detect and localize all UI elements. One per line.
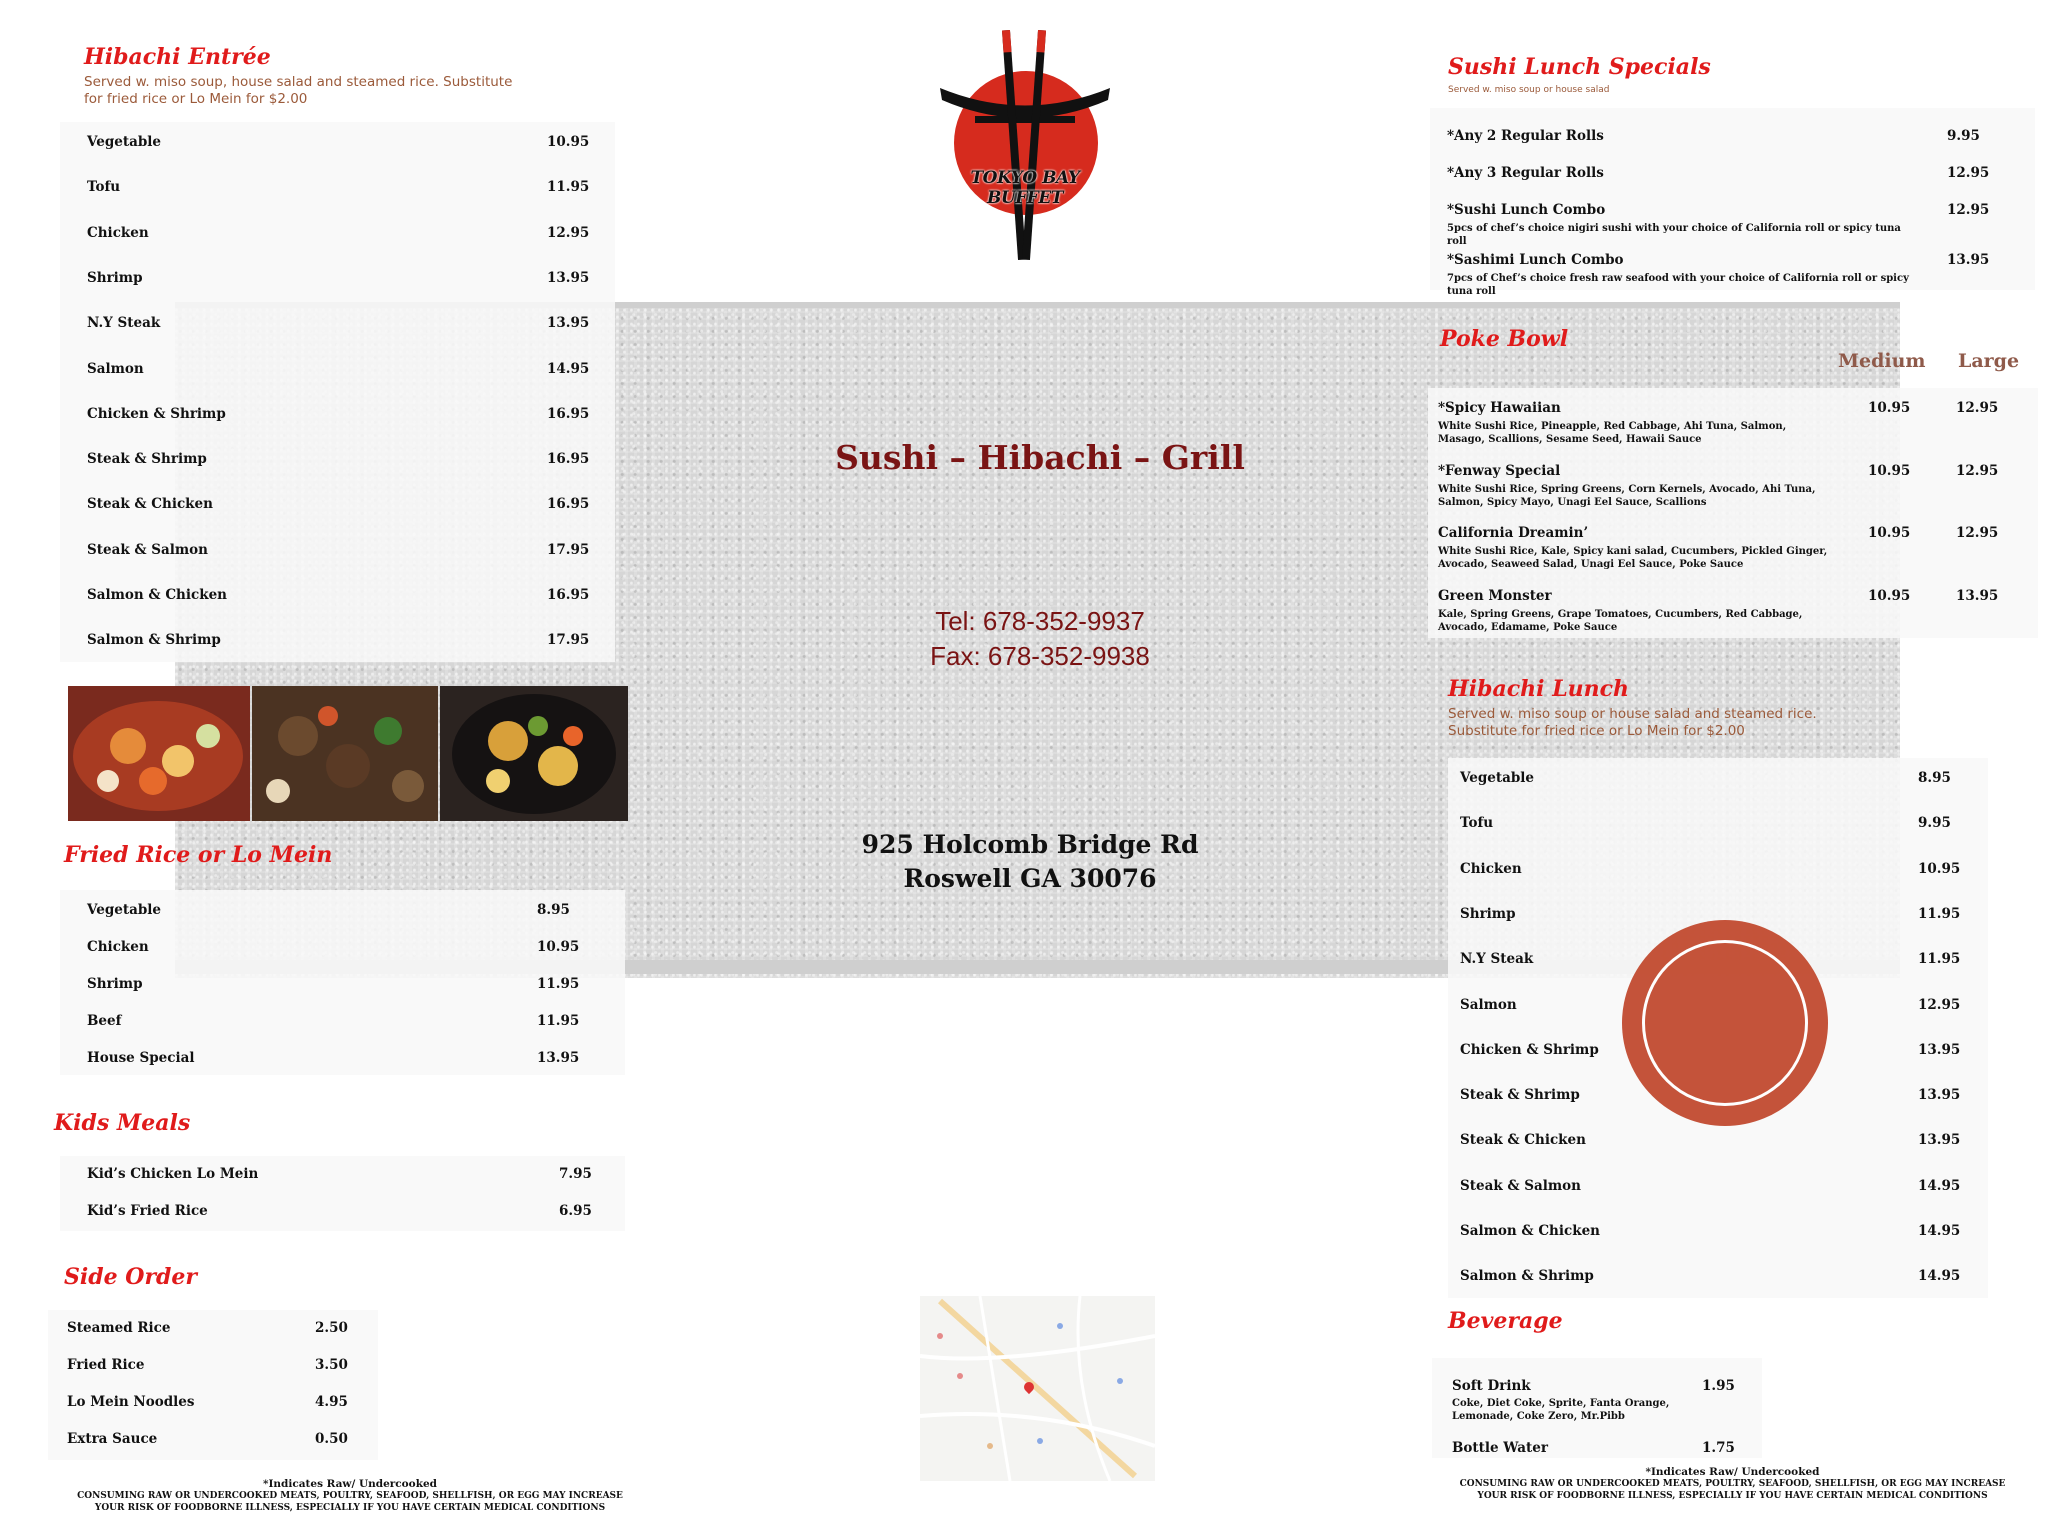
tagline: Sushi – Hibachi – Grill bbox=[835, 438, 1245, 477]
menu-item-row bbox=[87, 496, 607, 516]
menu-item-description: White Sushi Rice, Pineapple, Red Cabbage, Ahi Tuna, Salmon, Masago, Scallions, Sesame Seed, Hawaii Sauce bbox=[1438, 421, 1787, 445]
menu-item-row bbox=[87, 361, 607, 381]
menu-item-price: 13.95 bbox=[547, 315, 590, 332]
menu-item-description: White Sushi Rice, Kale, Spicy kani salad, Cucumbers, Pickled Ginger, Avocado, Seaweed Salad, Unagi Eel Sauce, Poke Sauce bbox=[1438, 546, 1828, 570]
decorative-stamp-icon bbox=[1622, 920, 1828, 1126]
menu-item-price: 12.95 bbox=[1918, 996, 1961, 1013]
kids-meals-heading bbox=[54, 1110, 190, 1136]
menu-item-price: 3.50 bbox=[315, 1357, 348, 1373]
fax-number: Fax: 678-352-9938 bbox=[930, 641, 1150, 671]
menu-item-name: Steak & Shrimp bbox=[1460, 1087, 1580, 1104]
menu-item-row bbox=[87, 1013, 607, 1033]
menu-item-row bbox=[87, 632, 607, 652]
menu-item-name: *Sushi Lunch Combo bbox=[1447, 202, 1606, 218]
menu-item-name: Chicken & Shrimp bbox=[1460, 1041, 1599, 1058]
menu-item-price: 10.95 bbox=[537, 939, 580, 955]
menu-item-row bbox=[87, 451, 607, 471]
hibachi-lunch-heading bbox=[1448, 676, 1868, 740]
poke-bowl-list bbox=[1428, 388, 2038, 638]
menu-item-price: 1.75 bbox=[1702, 1440, 1735, 1456]
menu-item-price-medium: 10.95 bbox=[1868, 525, 1911, 541]
menu-item-name: Shrimp bbox=[1460, 905, 1516, 922]
menu-item-name: Steak & Salmon bbox=[87, 541, 208, 558]
menu-item-name: Green Monster bbox=[1438, 587, 1552, 604]
map-graphic bbox=[920, 1296, 1155, 1481]
menu-item-price: 1.95 bbox=[1702, 1378, 1735, 1394]
hibachi-lunch-title: Hibachi Lunch bbox=[1448, 676, 1630, 702]
menu-item-price: 14.95 bbox=[1918, 1177, 1961, 1194]
menu-item-price: 13.95 bbox=[547, 269, 590, 286]
menu-item-name: Vegetable bbox=[87, 134, 161, 150]
hibachi-entree-subtitle: Served w. miso soup, house salad and steamed rice. Substitute for fried rice or Lo Mein for $2.00 bbox=[84, 74, 513, 107]
left-disclaimer bbox=[40, 1478, 660, 1514]
menu-item-price: 13.95 bbox=[1918, 1132, 1961, 1149]
menu-item-name: *Fenway Special bbox=[1438, 462, 1561, 479]
menu-item-price: 16.95 bbox=[547, 496, 590, 513]
menu-item-price: 6.95 bbox=[559, 1203, 592, 1219]
menu-item-price-medium: 10.95 bbox=[1868, 587, 1911, 604]
menu-item-price: 8.95 bbox=[1918, 770, 1951, 786]
menu-item-description: Coke, Diet Coke, Sprite, Fanta Orange, Lemonade, Coke Zero, Mr.Pibb bbox=[1452, 1398, 1670, 1422]
menu-item-row bbox=[87, 406, 607, 426]
menu-item-name: Kid’s Fried Rice bbox=[87, 1203, 208, 1219]
right-disclaimer-line2: CONSUMING RAW OR UNDERCOOKED MEATS, POULTRY, SEAFOOD, SHELLFISH, OR EGG MAY INCREASE bbox=[1459, 1479, 2006, 1489]
menu-item-price: 0.50 bbox=[315, 1431, 348, 1447]
menu-item-price-large: 13.95 bbox=[1956, 587, 1999, 604]
menu-item-row bbox=[1460, 1268, 1980, 1288]
menu-item-name: Chicken bbox=[87, 939, 149, 955]
right-disclaimer-line1: *Indicates Raw/ Undercooked bbox=[1645, 1466, 1820, 1478]
menu-item-name: Tofu bbox=[1460, 815, 1494, 832]
menu-item-name: Fried Rice bbox=[67, 1357, 145, 1373]
menu-item-name: Lo Mein Noodles bbox=[67, 1394, 195, 1410]
menu-item-row bbox=[87, 542, 607, 562]
menu-item-price: 14.95 bbox=[547, 360, 590, 377]
menu-item-row bbox=[87, 270, 607, 290]
beverage-heading bbox=[1448, 1308, 1563, 1334]
menu-item-row bbox=[87, 225, 607, 245]
fried-rice-list bbox=[60, 890, 625, 1075]
menu-item-price: 14.95 bbox=[1918, 1268, 1961, 1285]
menu-item-name: Beef bbox=[87, 1013, 122, 1029]
menu-item-name: Extra Sauce bbox=[67, 1431, 158, 1447]
menu-item-name: Chicken & Shrimp bbox=[87, 405, 226, 422]
poke-bowl-heading bbox=[1440, 326, 1568, 352]
logo bbox=[930, 28, 1120, 268]
food-photos bbox=[68, 686, 628, 821]
menu-item-name: Steak & Shrimp bbox=[87, 451, 207, 468]
menu-item-name: Bottle Water bbox=[1452, 1440, 1548, 1456]
menu-item-price: 13.95 bbox=[1947, 252, 1990, 268]
menu-item-price-medium: 10.95 bbox=[1868, 400, 1911, 416]
side-order-title: Side Order bbox=[64, 1264, 198, 1290]
poke-col-medium: Medium bbox=[1838, 350, 1926, 372]
side-order-list bbox=[48, 1310, 378, 1460]
menu-item-name: *Any 3 Regular Rolls bbox=[1447, 165, 1604, 181]
menu-item-name: *Spicy Hawaiian bbox=[1438, 400, 1561, 416]
menu-item-price: 13.95 bbox=[1918, 1041, 1961, 1058]
menu-item-name: Vegetable bbox=[87, 902, 161, 918]
beverage-list bbox=[1432, 1358, 1762, 1458]
menu-item-price: 11.95 bbox=[1918, 905, 1961, 922]
fried-rice-heading bbox=[64, 842, 332, 868]
menu-item-name: Steak & Salmon bbox=[1460, 1177, 1581, 1194]
menu-item-price: 11.95 bbox=[1918, 951, 1961, 968]
menu-item-row bbox=[87, 1203, 617, 1223]
menu-item-row bbox=[87, 179, 607, 199]
menu-item-description: White Sushi Rice, Spring Greens, Corn Kernels, Avocado, Ahi Tuna, Salmon, Spicy Mayo, Unagi Eel Sauce, Scallions bbox=[1438, 483, 1816, 508]
menu-item-name: Steamed Rice bbox=[67, 1320, 171, 1336]
menu-item-row bbox=[67, 1431, 367, 1451]
menu-item-row bbox=[87, 1050, 607, 1070]
menu-item-name: Chicken bbox=[87, 224, 149, 241]
menu-item-row bbox=[87, 976, 607, 996]
food-photo-strip bbox=[68, 686, 628, 821]
menu-item-row bbox=[1460, 770, 1980, 790]
menu-item-price: 4.95 bbox=[315, 1394, 348, 1410]
menu-item-row bbox=[1460, 1178, 1980, 1198]
menu-item-price: 12.95 bbox=[547, 224, 590, 241]
menu-item-row bbox=[87, 134, 607, 154]
menu-item-price: 13.95 bbox=[1918, 1087, 1961, 1104]
menu-item-row bbox=[87, 587, 607, 607]
left-disclaimer-line1: *Indicates Raw/ Undercooked bbox=[262, 1478, 437, 1490]
address-block bbox=[800, 828, 1260, 896]
menu-item-name: Steak & Chicken bbox=[87, 496, 213, 513]
menu-item-name: Kid’s Chicken Lo Mein bbox=[87, 1166, 259, 1182]
menu-item-price: 9.95 bbox=[1947, 128, 1980, 144]
menu-item-row bbox=[87, 902, 607, 922]
menu-item-name: Soft Drink bbox=[1452, 1378, 1531, 1394]
menu-item-name: Salmon & Chicken bbox=[1460, 1223, 1600, 1239]
menu-item-row bbox=[1460, 1132, 1980, 1152]
menu-item-name: Tofu bbox=[87, 179, 121, 196]
phone-number: Tel: 678-352-9937 bbox=[935, 606, 1145, 636]
side-order-heading bbox=[64, 1264, 197, 1290]
menu-item-row bbox=[67, 1394, 367, 1414]
sushi-lunch-title: Sushi Lunch Specials bbox=[1448, 54, 1711, 80]
hibachi-entree-title: Hibachi Entrée bbox=[84, 44, 271, 70]
hibachi-entree-list bbox=[60, 122, 615, 662]
menu-item-name: *Any 2 Regular Rolls bbox=[1447, 128, 1604, 144]
menu-item-price: 16.95 bbox=[547, 405, 590, 422]
menu-item-name: Shrimp bbox=[87, 269, 143, 286]
menu-item-row bbox=[87, 939, 607, 959]
menu-item-name: Salmon bbox=[87, 360, 144, 377]
kids-meals-list bbox=[60, 1156, 625, 1231]
poke-bowl-title: Poke Bowl bbox=[1440, 326, 1569, 352]
menu-item-row bbox=[67, 1320, 367, 1340]
menu-item-price: 11.95 bbox=[537, 1013, 580, 1029]
menu-item-row bbox=[1460, 861, 1980, 881]
logo-brand-text: TOKYO BAY BUFFET bbox=[970, 168, 1080, 208]
menu-item-name: N.Y Steak bbox=[87, 315, 161, 332]
menu-item-name: Steak & Chicken bbox=[1460, 1132, 1586, 1149]
menu-item-name: House Special bbox=[87, 1050, 195, 1066]
menu-item-price-large: 12.95 bbox=[1956, 462, 1999, 479]
menu-item-name: California Dreamin’ bbox=[1438, 525, 1589, 541]
menu-item-row bbox=[1460, 1223, 1980, 1243]
menu-item-price: 9.95 bbox=[1918, 815, 1951, 832]
menu-item-row bbox=[1460, 815, 1980, 835]
menu-item-description: 7pcs of Chef’s choice fresh raw seafood with your choice of California roll or spicy tuna roll bbox=[1447, 273, 1909, 297]
poke-col-large: Large bbox=[1958, 350, 2020, 372]
menu-item-price: 12.95 bbox=[1947, 165, 1990, 181]
menu-item-name: Salmon & Shrimp bbox=[87, 632, 221, 649]
menu-item-price: 10.95 bbox=[547, 134, 590, 150]
menu-item-price: 7.95 bbox=[559, 1166, 592, 1182]
sushi-lunch-list bbox=[1430, 108, 2035, 297]
right-disclaimer-line3: YOUR RISK OF FOODBORNE ILLNESS, ESPECIALLY IF YOU HAVE CERTAIN MEDICAL CONDITIONS bbox=[1477, 1491, 1988, 1501]
menu-item-description: 5pcs of chef’s choice nigiri sushi with your choice of California roll or spicy tuna roll bbox=[1447, 223, 1901, 247]
address-line2: Roswell GA 30076 bbox=[903, 864, 1157, 893]
hibachi-entree-heading bbox=[84, 44, 524, 108]
menu-item-name: Vegetable bbox=[1460, 770, 1534, 786]
left-disclaimer-line2: CONSUMING RAW OR UNDERCOOKED MEATS, POULTRY, SEAFOOD, SHELLFISH, OR EGG MAY INCREASE bbox=[77, 1491, 623, 1501]
menu-item-price: 13.95 bbox=[537, 1050, 580, 1066]
sushi-lunch-heading bbox=[1448, 54, 1711, 99]
address-line1: 925 Holcomb Bridge Rd bbox=[861, 830, 1199, 859]
menu-item-price: 2.50 bbox=[315, 1320, 348, 1336]
sushi-lunch-subtitle: Served w. miso soup or house salad bbox=[1448, 85, 1610, 95]
menu-item-price: 14.95 bbox=[1918, 1223, 1961, 1239]
menu-item-row bbox=[87, 1166, 617, 1186]
menu-item-name: Chicken bbox=[1460, 860, 1522, 877]
menu-item-description: Kale, Spring Greens, Grape Tomatoes, Cucumbers, Red Cabbage, Avocado, Edamame, Poke Sauce bbox=[1438, 608, 1803, 633]
contact-block bbox=[840, 604, 1240, 674]
menu-item-name: Salmon & Shrimp bbox=[1460, 1268, 1594, 1285]
beverage-title: Beverage bbox=[1448, 1308, 1563, 1334]
menu-item-price: 12.95 bbox=[1947, 202, 1990, 218]
menu-item-price: 17.95 bbox=[547, 632, 590, 649]
fried-rice-title: Fried Rice or Lo Mein bbox=[64, 842, 333, 868]
menu-item-row bbox=[67, 1357, 367, 1377]
menu-item-price: 11.95 bbox=[537, 976, 580, 992]
menu-item-price-large: 12.95 bbox=[1956, 400, 1999, 416]
kids-meals-title: Kids Meals bbox=[54, 1110, 191, 1136]
menu-item-name: N.Y Steak bbox=[1460, 951, 1534, 968]
menu-item-price: 17.95 bbox=[547, 541, 590, 558]
menu-item-price: 10.95 bbox=[1918, 860, 1961, 877]
menu-item-price: 8.95 bbox=[537, 902, 570, 918]
menu-item-name: Shrimp bbox=[87, 976, 143, 992]
menu-item-price: 11.95 bbox=[547, 179, 590, 196]
left-disclaimer-line3: YOUR RISK OF FOODBORNE ILLNESS, ESPECIALLY IF YOU HAVE CERTAIN MEDICAL CONDITIONS bbox=[94, 1503, 606, 1513]
menu-item-name: *Sashimi Lunch Combo bbox=[1447, 252, 1624, 268]
hibachi-lunch-subtitle: Served w. miso soup or house salad and steamed rice. Substitute for fried rice or Lo Mein for $2.00 bbox=[1448, 706, 1817, 739]
menu-item-price-large: 12.95 bbox=[1956, 525, 1999, 541]
menu-item-price: 16.95 bbox=[547, 451, 590, 468]
menu-item-name: Salmon & Chicken bbox=[87, 587, 227, 603]
menu-item-price: 16.95 bbox=[547, 587, 590, 603]
menu-item-name: Salmon bbox=[1460, 996, 1517, 1013]
location-map[interactable] bbox=[920, 1296, 1155, 1481]
tokyo-bay-logo-icon bbox=[930, 28, 1120, 268]
menu-item-row bbox=[87, 315, 607, 335]
menu-item-price-medium: 10.95 bbox=[1868, 462, 1911, 479]
right-disclaimer bbox=[1420, 1466, 2045, 1502]
